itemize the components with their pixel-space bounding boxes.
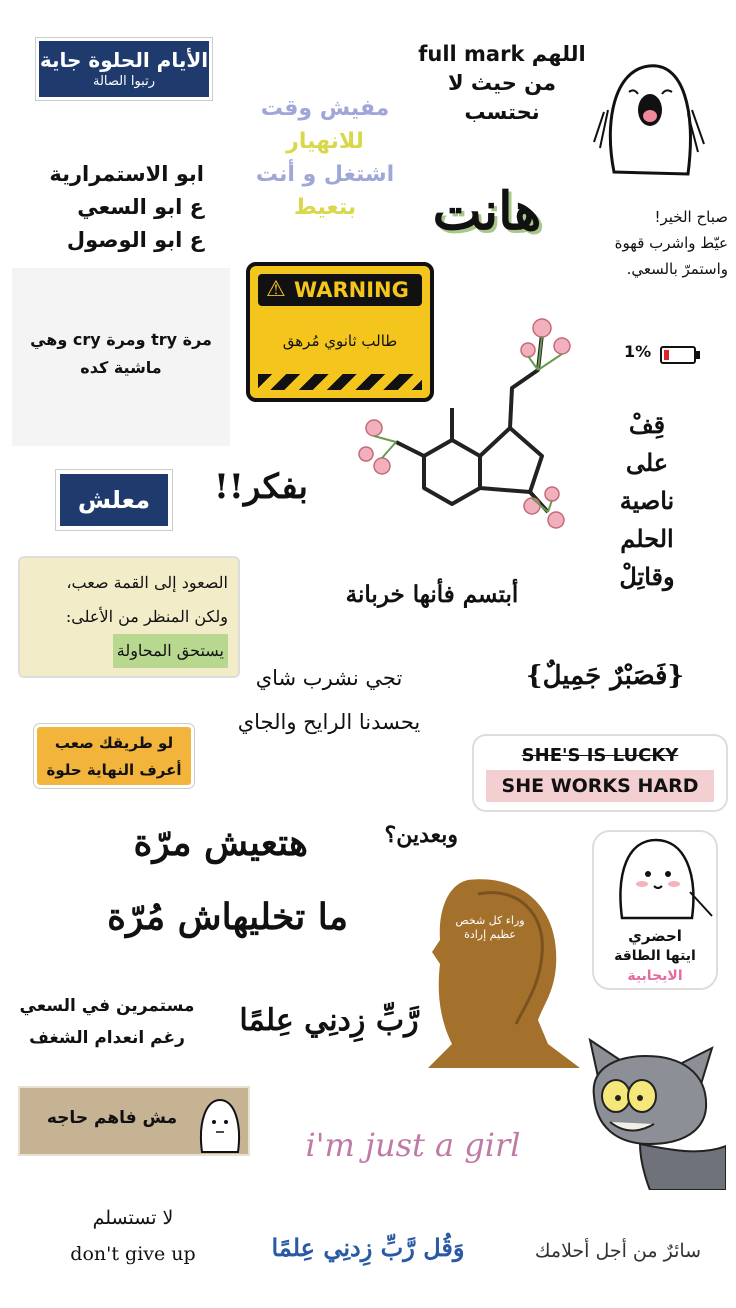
sticker-qif [594, 406, 700, 602]
sticker-mish [18, 1086, 250, 1156]
blob-wand-icon [594, 832, 720, 922]
sair-text: سائرٌ من أجل أحلامك [534, 1240, 702, 1262]
sticker-la [40, 1200, 226, 1276]
ahdari-text [594, 926, 716, 986]
serotonin-molecule-icon [352, 306, 582, 536]
sticker-sair [520, 1230, 716, 1274]
hanet-text: هانت [432, 181, 542, 242]
mafish-line1: مفيش وقت [260, 96, 390, 121]
sticker-face [428, 874, 580, 1068]
sticker-sabah [566, 204, 728, 296]
mafish-line4: بتعيط [293, 195, 357, 220]
sticker-allahuma [412, 40, 592, 136]
try-cry-line1: مرة try ومرة cry وهي [30, 330, 212, 349]
mustamereen-line2: رغم انعدام الشغف [29, 1028, 185, 1048]
face-text: وراء كل شخص عظيم إرادة [455, 914, 525, 941]
sabah-line3: واستمرّ بالسعي. [626, 260, 728, 278]
face-silhouette-icon [428, 874, 580, 1068]
girl-text: i'm just a girl [305, 1126, 521, 1164]
battery-text: 1% [624, 342, 652, 361]
warning-title: WARNING [294, 278, 409, 302]
allahuma-line1: اللهم full mark [418, 42, 586, 66]
sticker-girl [300, 1122, 526, 1172]
mish-text: مش فاهم حاجه [46, 1108, 178, 1128]
tareeq-line2: أعرف النهاية حلوة [46, 761, 182, 779]
qif-line1: قِفْ [628, 410, 666, 439]
ahdari-line3: الايجابية [627, 968, 683, 984]
abu-line3: ع ابو الوصول [66, 228, 204, 252]
sticker-battery [624, 340, 710, 368]
mustamereen-line1: مستمرين في السعي [19, 996, 195, 1016]
ahdari-line1: احضري [628, 927, 682, 945]
abu-line1: ابو الاستمرارية [49, 162, 204, 186]
sticker-bifakar [208, 460, 314, 516]
abu-line2: ع ابو السعي [77, 195, 204, 219]
sticker-waqul [248, 1222, 488, 1278]
allahuma-line3: نحتسب [464, 100, 540, 124]
suood-line3: يستحق المحاولة [113, 634, 228, 668]
ahdari-line2: ايتها الطاقة [614, 948, 696, 964]
sticker-ebtasem [312, 572, 552, 620]
qif-line3: ناصية [619, 486, 675, 515]
lucky-struck: SHE'S IS LUCKY [521, 745, 679, 766]
sticker-hanet [412, 176, 562, 254]
try-cry-line2: ماشية كده [80, 358, 162, 377]
hateesh-line1: وبعدين؟ [384, 822, 458, 848]
sabr-text: {فَصَبْرٌ جَمِيلٌ} [525, 661, 685, 691]
suood-line1: الصعود إلى القمة صعب، [66, 573, 228, 592]
ayam-line2: رتبوا الصالة [92, 74, 156, 89]
maalesh-text: معلش [77, 486, 151, 514]
rabbi-text: رَّبِّ زِدنِي عِلمًا [239, 1003, 419, 1038]
allahuma-line2: من حيث لا [447, 71, 557, 95]
ayam-line1: الأيام الحلوة جاية [39, 48, 209, 72]
warning-text: طالب ثانوي مُرهق [282, 332, 398, 350]
sabah-line1: صباح الخير! [654, 208, 728, 226]
warning-title-bar [258, 274, 422, 306]
qif-line4: الحلم [620, 524, 674, 553]
sticker-sabr [512, 650, 698, 704]
sticker-abu [16, 158, 204, 268]
sticker-hateesh [18, 816, 458, 966]
sticker-try-cry [12, 268, 230, 446]
sticker-suood [18, 556, 240, 678]
sticker-tareeq [34, 724, 194, 788]
confused-blob-icon [194, 1092, 244, 1154]
tareeq-line1: لو طريقك صعب [54, 734, 174, 752]
sticker-tegi [226, 656, 432, 756]
mafish-line2: للانهيار [286, 129, 364, 154]
sticker-ayam [36, 38, 212, 100]
hateesh-line3: ما تخليهاش مُرّة [107, 896, 348, 938]
tegi-line2: يحسدنا الرايح والجاي [237, 710, 421, 734]
bifakar-text: بفكر!! [213, 467, 309, 507]
la-line2: don't give up [70, 1243, 196, 1265]
sticker-mustamereen [18, 990, 196, 1060]
tom-cat-icon [580, 1026, 726, 1190]
sabah-line2: عيّط واشرب قهوة [614, 234, 728, 252]
sticker-maalesh [56, 470, 172, 530]
sticker-lucky [472, 734, 728, 812]
mafish-line3: اشتغل و أنت [255, 162, 395, 187]
lucky-text: SHE WORKS HARD [486, 770, 714, 802]
tegi-line1: تجي نشرب شاي [255, 666, 403, 690]
ebtasem-text: أبتسم فأنها خربانة [345, 581, 519, 608]
hateesh-line2: هتعيش مرّة [133, 822, 308, 864]
crying-blob-icon [584, 52, 714, 182]
battery-low-icon [660, 346, 696, 364]
warning-triangle-icon: ⚠ [266, 277, 286, 302]
sticker-mafish [236, 92, 414, 232]
la-line1: لا تستسلم [92, 1207, 174, 1229]
qif-line2: على [625, 448, 669, 477]
sticker-ahdari [592, 830, 718, 990]
waqul-text: وَقُل رَّبِّ زِدنِي عِلمًا [271, 1233, 465, 1262]
qif-line5: وقاتِلْ [619, 562, 675, 591]
suood-line2: ولكن المنظر من الأعلى: [65, 607, 228, 626]
sticker-rabbi [228, 990, 430, 1054]
